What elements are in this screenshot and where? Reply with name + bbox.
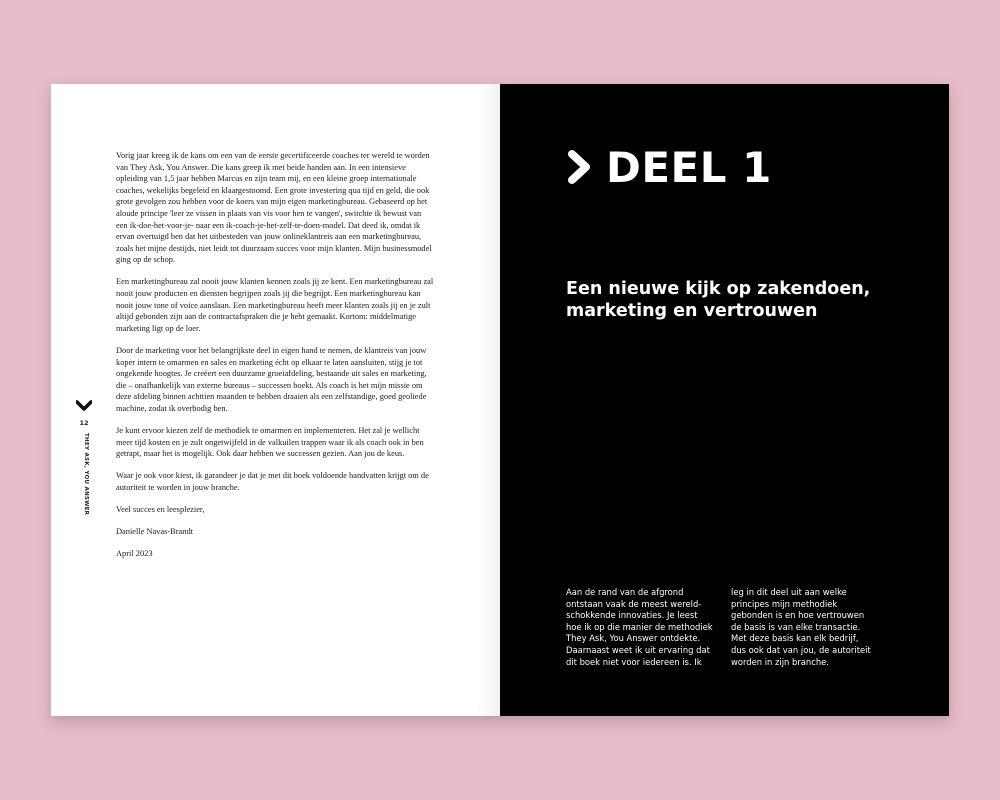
intro-line: worden in zijn branche. (731, 656, 829, 667)
author-signature: Danielle Navas-Brandt (116, 527, 193, 537)
paragraph: Door de marketing voor het belangrijkste deel in eigen hand te nemen, de klantreis van jouw koper intern te omarmen en sales en marketing écht op elkaar te laten aansluiten, stijg je tot ongekende hoogtes. Je creëert een duurzame groeiafdeling, bestaande uit sales en marketing, die – onafhankelijk van externe bureaus – successen boekt. Als coach is het mijn missie om deze afdeling binnen achttien maanden te hebben draaien als een zelfstandige, goed geoliede machine, zodat ik overbodig ben. (116, 345, 427, 413)
intro-line: dit boek niet voor iedereen is. Ik (566, 656, 702, 667)
right-page (500, 84, 949, 716)
paragraph: Een marketingbureau zal nooit jouw klanten kennen zoals jij ze kent. Een marketingbureau zal nooit jouw producten en diensten begrijpen zoals jij die begrijpt. Een marketingbureau kan nooit jouw tone of voice aanslaan. Een marketingbureau heeft meer klanten zoals jij en je zult altijd gebonden zijn aan de contractafspraken die je hebt gemaakt. Kortom: middelmatige marketing ligt op de loer. (116, 277, 434, 333)
intro-column-right (731, 587, 879, 668)
part-subtitle: Een nieuwe kijk op zakendoen, marketing en vertrouwen (566, 279, 871, 321)
left-page (51, 84, 500, 716)
intro-line: hoe ik op die manier de methodiek (566, 621, 713, 632)
intro-line: schokkende innovaties. Je leest (566, 610, 698, 621)
intro-column-left (566, 587, 714, 668)
intro-line: gebonden is en hoe vertrouwen (731, 610, 865, 621)
closing-line: Veel succes en leesplezier, (116, 504, 205, 514)
chevron-right-icon (566, 149, 594, 185)
intro-line: ontstaan vaak de meest wereld- (566, 598, 702, 609)
page-number: 12 (79, 419, 89, 427)
paragraph: Vorig jaar kreeg ik de kans om een van de eerste gecertificeerde coaches ter wereld te worden van They Ask, You Answer. Die kans greep ik met beide handen aan. In een intensieve opleiding van 1,5 jaar hebben Marcus en zijn team mij, en een kleine groep internationale coaches, wekelijks begeleid en klaargestoomd. Een grote investering qua tijd en geld, die ook grote gevolgen zou hebben voor de koers van mijn eigen marketingbureau. Gebaseerd op het aloude principe 'leer ze vissen in plaats van vis voor hen te vangen', switchte ik bewust van een ik-doe-het-voor-je- naar een ik-coach-je-het-zelf-te-doen-model. Dat deed ik, omdat ik ervan overtuigd ben dat het uitbesteden van jouw onlineklantreis aan een marketingbureau, zoals het mijne destijds, niet leidt tot duurzaam succes voor mijn klanten. Mijn businessmodel ging op de schop. (116, 151, 432, 265)
date-line: April 2023 (116, 549, 153, 559)
body-text (116, 150, 434, 570)
paragraph: Je kunt ervoor kiezen zelf de methodiek te omarmen en implementeren. Het zal je wellicht meer tijd kosten en je zult ongetwijfeld in de valkuilen trappen waar ik als coach ook in ben getrapt, maar het is mogelijk. Ook daar hebben we successen gezien. Aan jou de keus. (116, 425, 424, 459)
running-title: THEY ASK, YOU ANSWER (83, 433, 89, 516)
part-title: DEEL 1 (606, 142, 772, 192)
book-spread (51, 84, 949, 716)
intro-line: Aan de rand van de afgrond (566, 587, 684, 597)
intro-line: Met deze basis kan elk bedrijf, (731, 633, 859, 644)
intro-line: leg in dit deel uit aan welke (731, 587, 847, 597)
gutter-shadow (476, 84, 500, 716)
intro-line: They Ask, You Answer ontdekte. (566, 633, 701, 644)
intro-line: de basis is van elke transactie. (731, 621, 861, 632)
paragraph: Waar je ook voor kiest, ik garandeer je dat je met dit boek voldoende handvatten krijgt om de autoriteit te worden in jouw branche. (116, 471, 429, 492)
part-header (566, 142, 772, 192)
intro-line: Daarnaast weet ik uit ervaring dat (566, 644, 710, 655)
intro-line: dus ook dat van jou, de autoriteit (731, 644, 871, 655)
chevron-down-icon (76, 400, 92, 412)
intro-line: principes mijn methodiek (731, 598, 838, 609)
